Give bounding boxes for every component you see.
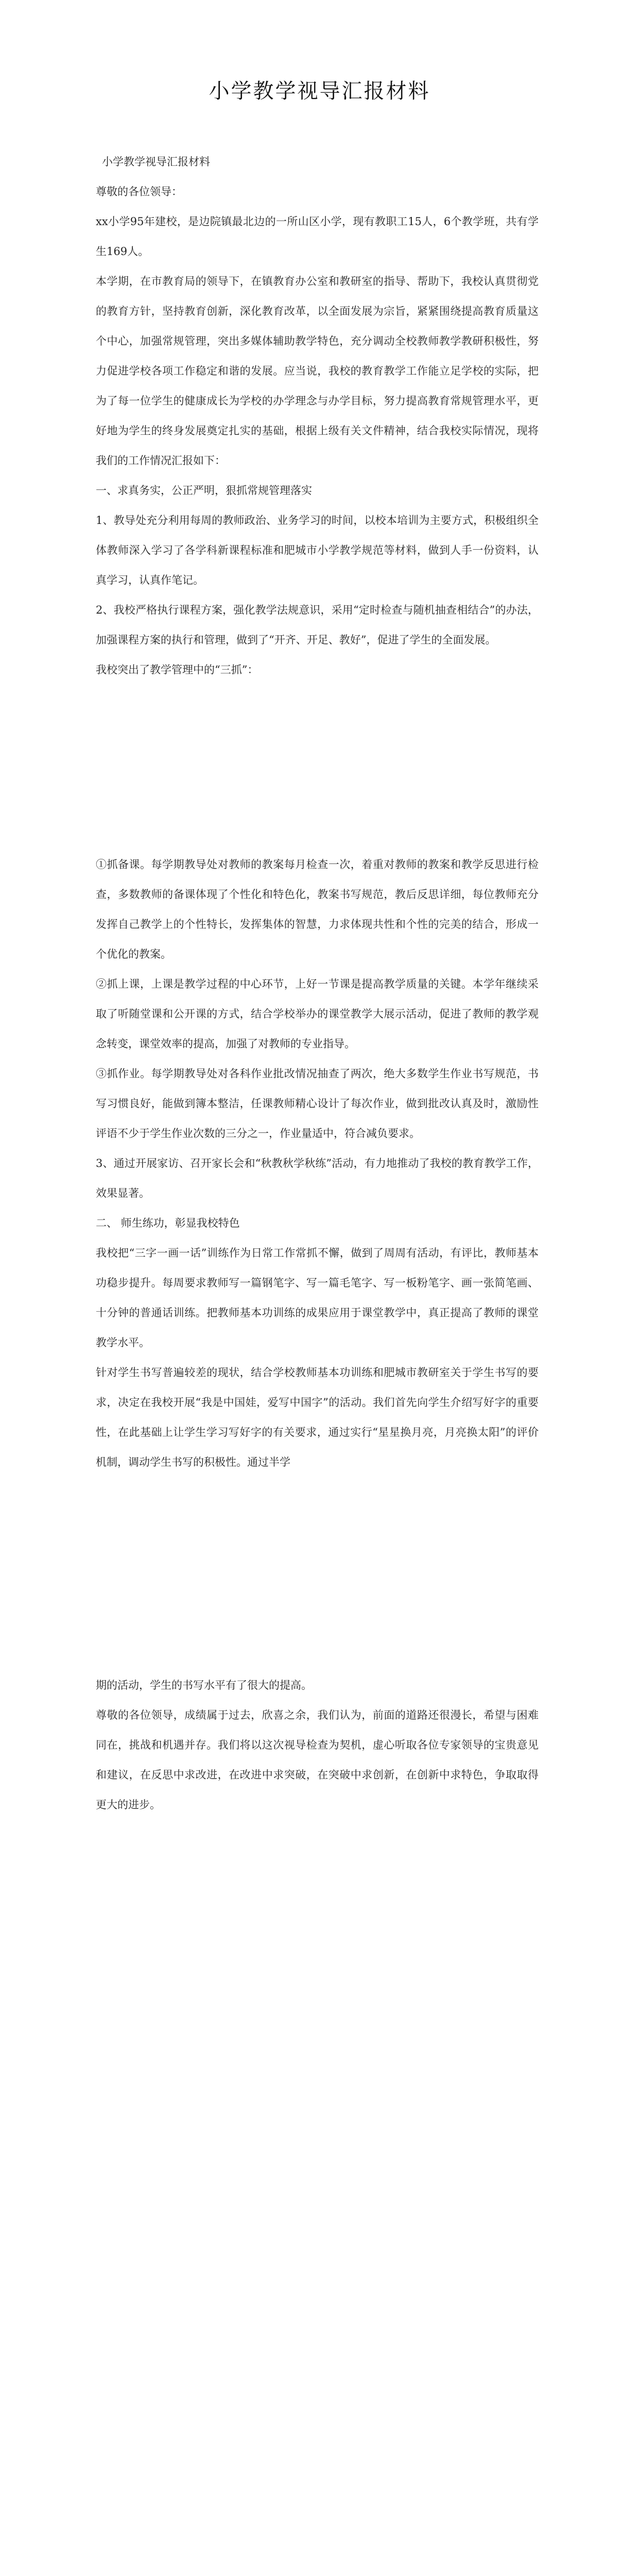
paragraph-lesson-prep: ①抓备课。每学期教导处对教师的教案每月检查一次，着重对教师的教案和教学反思进行检查，多数教师的备课体现了个性化和特色化，教案书写规范，教后反思详细，每位教师充分发挥自己教学上的个性特长，发挥集体的智慧，力求体现共性和个性的完美的结合，形成一个优化的教案。 <box>96 858 539 960</box>
paragraph-student-writing: 针对学生书写普遍较差的现状，结合学校教师基本功训练和肥城市教研室关于学生书写的要求，决定在我校开展“我是中国娃，爱写中国字”的活动。我们首先向学生介绍写好字的重要性，在此基础上让学生学习写好字的有关要求，通过实行“星星换月亮，月亮换太阳”的评价机制，调动学生书写的积极性。通过半学 <box>96 1366 539 1468</box>
blank-space <box>96 685 539 850</box>
paragraph-homework: ③抓作业。每学期教导处对各科作业批改情况抽查了两次，绝大多数学生作业书写规范，书写习惯良好，能做到簿本整洁，任课教师精心设计了每次作业，做到批改认真及时，激励性评语不少于学生作业次数的三分之一，作业量适中，符合减负要求。 <box>96 1067 539 1140</box>
section-heading-1: 一、求真务实，公正严明，狠抓常规管理落实 <box>96 484 312 497</box>
paragraph-point-1: 1、教导处充分利用每周的教师政治、业务学习的时间，以校本培训为主要方式，积极组织全体教师深入学习了各学科新课程标准和肥城市小学教学规范等材料，做到人手一份资料，认真学习，认真作笔记。 <box>96 514 539 586</box>
paragraph-school-intro: xx小学95年建校，是边院镇最北边的一所山区小学，现有教职工15人，6个教学班，共有学生169人。 <box>96 215 539 258</box>
paragraph-three-focus-intro: 我校突出了教学管理中的“三抓”： <box>96 664 258 676</box>
paragraph-teacher-training: 我校把“三字一画一话”训练作为日常工作常抓不懈，做到了周周有活动，有评比，教师基本功稳步提升。每周要求教师写一篇钢笔字、写一篇毛笔字、写一板粉笔字、画一张简笔画、十分钟的普通话训练。把教师基本功训练的成果应用于课堂教学中，真正提高了教师的课堂教学水平。 <box>96 1247 539 1349</box>
paragraph-closing: 尊敬的各位领导，成绩属于过去，欣喜之余，我们认为，前面的道路还很漫长，希望与困难同在，挑战和机遇并存。我们将以这次视导检查为契机，虚心听取各位专家领导的宝贵意见和建议，在反思中求改进，在改进中求突破，在突破中求创新，在创新中求特色，争取取得更大的进步。 <box>96 1709 539 1811</box>
section-heading-2: 二、 师生练功，彰显我校特色 <box>96 1217 240 1229</box>
paragraph-semester-overview: 本学期，在市教育局的领导下，在镇教育办公室和教研室的指导、帮助下，我校认真贯彻党的教育方针，坚持教育创新，深化教育改革，以全面发展为宗旨，紧紧围绕提高教育质量这个中心，加强常规管理，突出多媒体辅助教学特色，充分调动全校教师教学教研积极性，努力促进学校各项工作稳定和谐的发展。应当说，我校的教育教学工作能立足学校的实际，把为了每一位学生的健康成长为学校的办学理念与办学目标，努力提高教育常规管理水平，更好地为学生的终身发展奠定扎实的基础，根据上级有关文件精神，结合我校实际情况，现将我们的工作情况汇报如下： <box>96 275 539 467</box>
paragraph-point-2: 2、我校严格执行课程方案，强化教学法规意识，采用“定时检查与随机抽查相结合”的办法，加强课程方案的执行和管理，做到了“开齐、开足、教好”，促进了学生的全面发展。 <box>96 604 539 646</box>
blank-space <box>96 1477 539 1670</box>
paragraph-writing-result: 期的活动，学生的书写水平有了很大的提高。 <box>96 1679 312 1691</box>
document-title: 小学教学视导汇报材料 <box>209 79 430 103</box>
paragraph-classroom: ②抓上课，上课是教学过程的中心环节，上好一节课是提高教学质量的关键。本学年继续采取了听随堂课和公开课的方式，结合学校举办的课堂教学大展示活动，促进了教师的教学观念转变，课堂效率的提高，加强了对教师的专业指导。 <box>96 978 539 1050</box>
document-subtitle: 小学教学视导汇报材料 <box>102 156 210 168</box>
greeting: 尊敬的各位领导： <box>96 185 182 198</box>
document-body <box>96 147 539 1820</box>
paragraph-point-3: 3、通过开展家访、召开家长会和“秋教秋学秋练”活动，有力地推动了我校的教育教学工作，效果显著。 <box>96 1157 539 1199</box>
